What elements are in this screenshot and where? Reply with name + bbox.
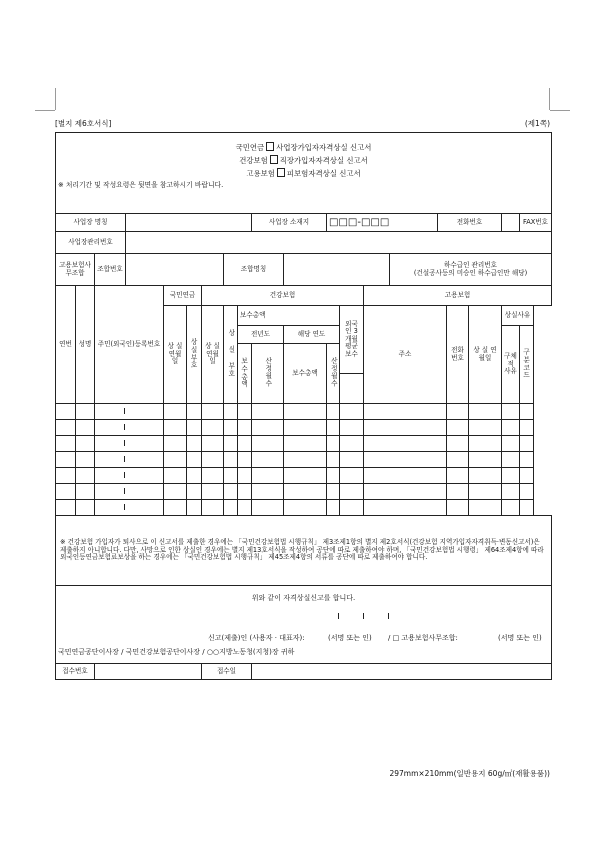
table-cell[interactable] [502,452,520,468]
table-cell[interactable] [224,452,238,468]
col-reason-detail: 구체적 사유 [502,326,520,404]
table-cell[interactable] [187,436,202,452]
union-name-label: 조합명칭 [224,254,284,286]
table-row [56,484,552,500]
workplace-name-label: 사업장 명칭 [56,214,126,232]
data-rows [56,404,552,516]
pension-checkbox[interactable] [266,142,274,151]
table-cell[interactable] [284,500,327,516]
table-cell[interactable] [284,452,327,468]
table-cell[interactable] [447,420,469,436]
table-cell[interactable] [469,484,502,500]
table-cell[interactable] [187,420,202,436]
subcontract-label: 하수급인 관리번호 (건설공사등의 미승인 하수급인만 해당) [390,254,552,286]
table-cell[interactable] [238,404,252,420]
table-cell[interactable] [164,484,187,500]
table-cell[interactable] [164,404,187,420]
table-cell[interactable] [364,420,447,436]
col-health-loss-date: 상 실 연월일 [202,306,224,404]
table-cell[interactable] [520,436,534,452]
workplace-address-field[interactable]: □□□-□□□ [327,214,438,232]
table-cell[interactable] [520,452,534,468]
table-cell[interactable] [502,420,520,436]
table-cell[interactable] [95,436,164,452]
table-cell[interactable] [187,468,202,484]
fax-label: FAX번호 [520,214,552,232]
instructions-note: ※ 처리기간 및 작성요령은 뒷면을 참고하시기 바랍니다. [58,180,224,189]
col-this-pay: 보수총액 [284,344,327,404]
table-cell[interactable] [340,404,364,420]
table-cell[interactable] [327,484,340,500]
table-cell[interactable] [56,468,76,484]
table-cell[interactable] [252,404,284,420]
table-cell[interactable] [447,468,469,484]
table-cell[interactable] [164,436,187,452]
title-block [56,133,552,214]
table-cell[interactable] [364,436,447,452]
table-cell[interactable] [447,484,469,500]
table-cell[interactable] [520,500,534,516]
table-cell[interactable] [95,452,164,468]
table-cell[interactable] [327,404,340,420]
col-pension-loss-code: 상 실 부호 [187,306,202,404]
table-cell[interactable] [76,500,95,516]
health-checkbox[interactable] [270,155,278,164]
table-cell[interactable] [56,436,76,452]
table-row [56,500,552,516]
col-pay-total: 보수총액 [238,306,340,326]
col-foreign-exempt: 외국인 3개월 평균보수 [340,306,364,374]
table-cell[interactable] [520,468,534,484]
page-reference: (제1쪽) [524,119,550,128]
table-cell[interactable] [284,468,327,484]
table-cell[interactable] [238,452,252,468]
table-cell[interactable] [95,468,164,484]
report-form-table [55,132,552,680]
resident-no-separator [124,424,125,430]
table-cell[interactable] [284,484,327,500]
col-no: 연번 [56,286,76,404]
table-cell[interactable] [252,468,284,484]
table-cell[interactable] [469,404,502,420]
col-name: 성명 [76,286,95,404]
title-line-health: 건강보험 직장가입자자격상실 신고서 [239,155,368,165]
table-cell[interactable] [56,500,76,516]
table-cell[interactable] [520,484,534,500]
table-cell[interactable] [340,420,364,436]
col-address: 주소 [364,306,447,404]
crop-mark-top-left-h [35,110,55,111]
table-cell[interactable] [340,500,364,516]
declaration-date [178,612,549,620]
table-cell[interactable] [202,436,224,452]
declaration-block [56,586,552,664]
table-row [56,404,552,420]
col-prev-pay: 보수총액 [238,344,252,404]
table-cell[interactable] [502,484,520,500]
table-cell[interactable] [224,436,238,452]
table-cell[interactable] [202,404,224,420]
table-cell[interactable] [340,452,364,468]
union-no-field[interactable] [126,254,224,286]
table-cell[interactable] [469,452,502,468]
resident-no-separator [124,488,125,494]
table-cell[interactable] [202,468,224,484]
col-employment-loss-date: 상 실 연월일 [469,306,502,404]
col-reason-code: 구분코드 [520,326,534,404]
table-cell[interactable] [252,420,284,436]
table-cell[interactable] [56,404,76,420]
table-cell[interactable] [520,420,534,436]
table-cell[interactable] [364,500,447,516]
table-cell[interactable] [164,420,187,436]
col-health: 건강보험 [202,286,364,306]
table-cell[interactable] [284,420,327,436]
table-cell[interactable] [238,484,252,500]
resident-no-separator [124,408,125,414]
col-this-year: 해당 연도 [284,326,340,344]
employment-checkbox[interactable] [277,168,285,177]
table-cell[interactable] [95,500,164,516]
table-cell[interactable] [76,436,95,452]
table-cell[interactable] [340,484,364,500]
col-prev-year: 전년도 [238,326,284,344]
mgmt-no-label: 사업장관리번호 [56,232,126,254]
table-cell[interactable] [202,484,224,500]
table-cell[interactable] [238,468,252,484]
table-cell[interactable] [252,484,284,500]
crop-mark-top-left-v [55,88,56,110]
table-cell[interactable] [76,484,95,500]
table-cell[interactable] [447,500,469,516]
table-cell[interactable] [95,420,164,436]
office-label: 고용보험사무조합 [56,254,95,286]
col-resident-no: 주민(외국인)등록번호 [95,286,164,404]
receipt-no-field[interactable] [95,664,202,680]
form-reference: [별지 제6호서식] [55,119,112,128]
resident-no-separator [124,456,125,462]
table-row [56,436,552,452]
table-cell[interactable] [164,452,187,468]
table-cell[interactable] [327,452,340,468]
receipt-date-label: 접수일 [202,664,252,680]
table-cell[interactable] [340,436,364,452]
table-cell[interactable] [76,452,95,468]
col-pension-loss-date: 상 실 연월일 [164,306,187,404]
table-cell[interactable] [364,484,447,500]
col-employment: 고용보험 [364,286,552,306]
table-cell[interactable] [164,468,187,484]
col-reason-group: 상실사유 [502,306,534,326]
table-cell[interactable] [76,468,95,484]
col-phone: 전화번호 [447,306,469,404]
crop-mark-top-right-v [549,88,550,110]
table-cell[interactable] [224,500,238,516]
table-cell[interactable] [252,436,284,452]
table-cell[interactable] [238,500,252,516]
table-cell[interactable] [224,420,238,436]
table-cell[interactable] [340,468,364,484]
resident-no-separator [124,472,125,478]
table-cell[interactable] [284,404,327,420]
table-row [56,420,552,436]
title-line-employment: 고용보험 피보험자격상실 신고서 [246,168,361,178]
title-line-pension: 국민연금 사업장가입자자격상실 신고서 [235,143,372,152]
table-cell[interactable] [238,420,252,436]
table-cell[interactable] [502,500,520,516]
table-cell[interactable] [164,500,187,516]
table-cell[interactable] [202,452,224,468]
table-cell[interactable] [95,404,164,420]
table-cell[interactable] [56,452,76,468]
table-cell[interactable] [502,468,520,484]
table-cell[interactable] [224,404,238,420]
table-cell[interactable] [364,468,447,484]
table-row [56,452,552,468]
table-cell[interactable] [447,436,469,452]
table-cell[interactable] [447,452,469,468]
health-insurance-notice: ※ 건강보험 가입자가 퇴사으로 이 신고서를 제출한 경우에는 「국민건강보험법 시행규칙」 제3조제1항의 별지 제2호서식(건강보험 지역가입자자격취득·변동신고서)은 제출하지 아니합니다. 다만, 사망으로 인한 상실인 경우에는 별지 제13호서식을 작성하여 공단에 따로 제출하여야 하며, 「국민건강보험법 시행령」 제64조제4항에 따라 외국인등연금보험료보상을 하는 경우에는 「국민건강보험법 시행규칙」 제45조제4항의 서류를 공단에 따로 제출하여야 합니다. [56,516,552,586]
reporter-line: 신고(제출)인 (사용자 · 대표자): (서명 또는 인) / □ 고용보험사무조합: (서명 또는 인) [208,634,542,643]
table-cell[interactable] [502,436,520,452]
col-pension: 국민연금 [164,286,202,306]
table-cell[interactable] [469,468,502,484]
resident-no-separator [124,440,125,446]
table-cell[interactable] [76,404,95,420]
paper-spec: 297mm×210mm(일반용지 60g/㎡(재활용품)) [389,769,550,778]
resident-no-separator [124,504,125,510]
col-prev-months: 산정월수 [252,344,284,404]
table-row [56,468,552,484]
table-cell[interactable] [469,436,502,452]
table-cell[interactable] [469,420,502,436]
table-cell[interactable] [187,484,202,500]
workplace-address-label: 사업장 소재지 [252,214,327,232]
declaration-statement: 위와 같이 자격상실신고를 합니다. [251,594,356,602]
phone-label: 전화번호 [438,214,502,232]
table-cell[interactable] [224,484,238,500]
table-cell[interactable] [187,404,202,420]
receipt-no-label: 접수번호 [56,664,95,680]
table-cell[interactable] [469,500,502,516]
table-cell[interactable] [447,404,469,420]
table-cell[interactable] [76,420,95,436]
mgmt-no-field[interactable] [126,232,552,254]
table-cell[interactable] [327,436,340,452]
table-cell[interactable] [224,468,238,484]
table-cell[interactable] [202,420,224,436]
table-cell[interactable] [327,420,340,436]
table-cell[interactable] [187,500,202,516]
workplace-name-field[interactable] [126,214,252,232]
table-cell[interactable] [284,436,327,452]
table-cell[interactable] [327,500,340,516]
table-cell[interactable] [238,436,252,452]
addressees: 국민연금공단이사장 / 국민건강보험공단이사장 / ○○지방노동청(지청)장 귀하 [58,648,295,657]
union-name-field[interactable] [284,254,390,286]
col-health-loss-code: 상 실 부호 [224,306,238,404]
table-cell[interactable] [56,484,76,500]
col-foreign-exempt-sub [340,374,364,404]
union-no-label: 조합번호 [95,254,126,286]
phone-field[interactable] [502,214,520,232]
col-this-months: 산정월수 [327,344,340,404]
table-cell[interactable] [364,452,447,468]
table-cell[interactable] [364,404,447,420]
table-cell[interactable] [252,500,284,516]
table-cell[interactable] [202,500,224,516]
table-cell[interactable] [56,420,76,436]
table-cell[interactable] [95,484,164,500]
table-cell[interactable] [502,404,520,420]
receipt-date-field[interactable] [252,664,552,680]
table-cell[interactable] [520,404,534,420]
crop-mark-top-right-h [550,110,570,111]
table-cell[interactable] [327,468,340,484]
table-cell[interactable] [252,452,284,468]
table-cell[interactable] [187,452,202,468]
